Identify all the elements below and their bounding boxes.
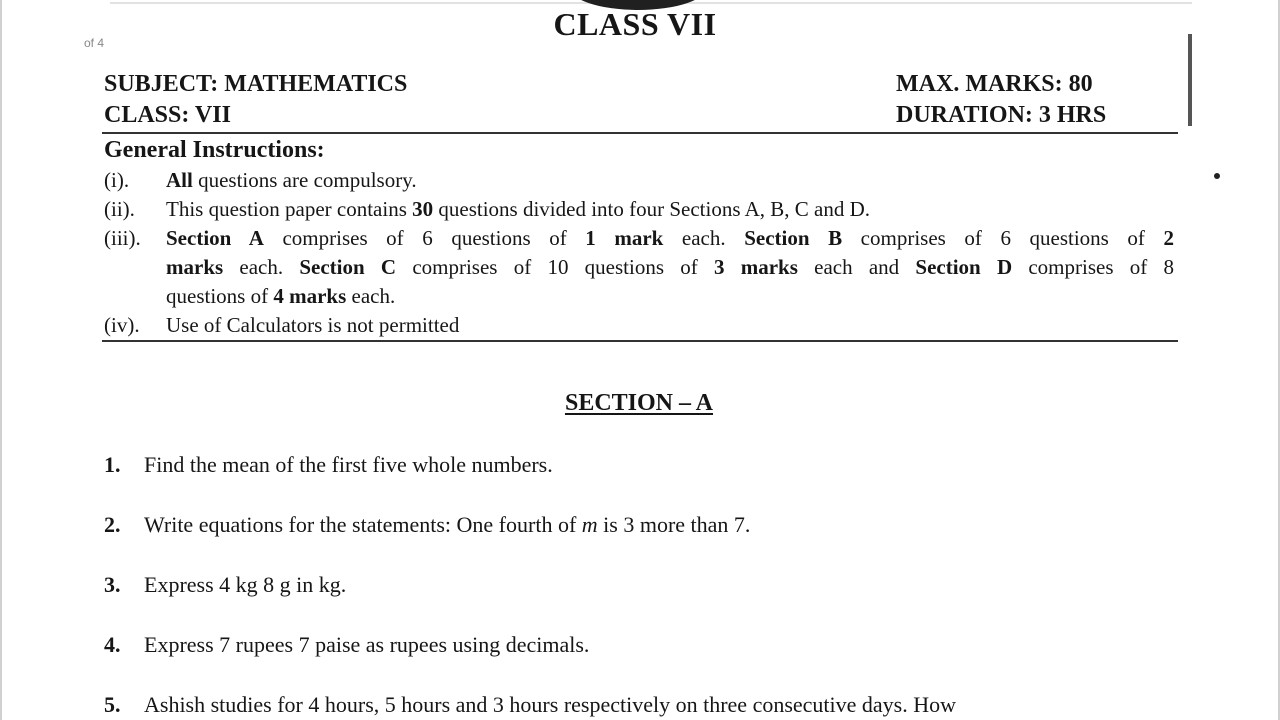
instruction-text: Section A comprises of 6 questions of 1 mark each. Section B comprises of 6 questions of 2 marks each. Section C comprises of 10 questions of 3 marks each and Section D comprises of 8 questions of 4 marks each. <box>166 226 1174 308</box>
instruction-number: (iv). <box>104 313 140 337</box>
question-number: 1. <box>104 452 121 477</box>
instruction-text: This question paper contains 30 questions divided into four Sections A, B, C and D. <box>166 197 871 221</box>
max-marks-label: MAX. MARKS: 80 <box>896 71 1093 97</box>
section-a-title: SECTION – A <box>564 390 714 416</box>
instructions-divider <box>102 340 1178 342</box>
question-text: Find the mean of the first five whole numbers. <box>144 452 553 477</box>
duration-label: DURATION: 3 HRS <box>896 102 1107 128</box>
subject-label: SUBJECT: MATHEMATICS <box>104 71 408 97</box>
instruction-number: (ii). <box>104 197 135 221</box>
stray-dot <box>1214 173 1220 179</box>
instruction-number: (iii). <box>104 226 141 250</box>
class-label: CLASS: VII <box>104 102 231 128</box>
header-divider <box>102 132 1178 134</box>
question-number: 4. <box>104 632 121 657</box>
document-title: CLASS VII <box>553 6 717 42</box>
question-text: Express 7 rupees 7 paise as rupees using decimals. <box>144 632 590 657</box>
question-text: Ashish studies for 4 hours, 5 hours and 3 hours respectively on three consecutive days. How <box>144 692 957 717</box>
page-edge-left <box>0 0 2 720</box>
instruction-text: All questions are compulsory. <box>166 168 417 192</box>
instruction-number: (i). <box>104 168 130 192</box>
instruction-text: Use of Calculators is not permitted <box>166 313 460 337</box>
question-text: Write equations for the statements: One fourth of m is 3 more than 7. <box>144 512 751 537</box>
instructions-title: General Instructions: <box>104 137 325 163</box>
scrollbar-thumb[interactable] <box>1188 34 1192 126</box>
page-indicator: of 4 <box>84 36 105 50</box>
question-number: 5. <box>104 692 121 717</box>
question-number: 3. <box>104 572 121 597</box>
question-number: 2. <box>104 512 121 537</box>
question-text: Express 4 kg 8 g in kg. <box>144 572 347 597</box>
